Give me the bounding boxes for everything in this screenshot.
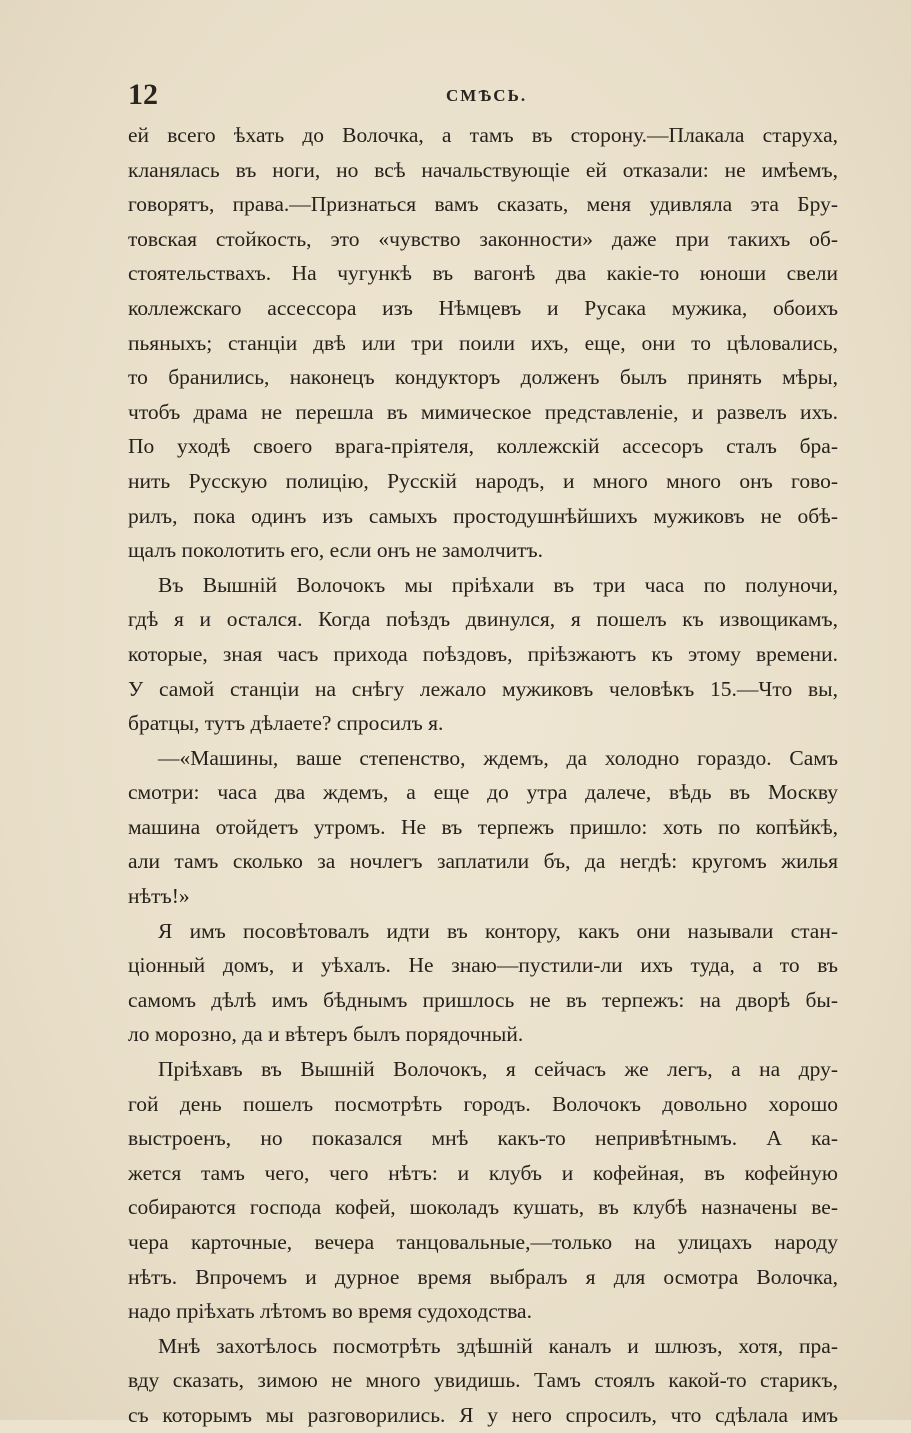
text-line: которые, зная часъ прихода поѣздовъ, пріѣзжаютъ къ этому времени.	[128, 641, 838, 666]
text-line: али тамъ сколько за ночлегъ заплатили бъ, да негдѣ: кругомъ жилья	[128, 849, 838, 874]
text-line: собираются господа кофей, шоколадъ кушать, въ клубѣ назначены ве-	[128, 1195, 838, 1220]
text-line: чтобъ драма не перешла въ мимическое представленіе, и развелъ ихъ.	[128, 399, 838, 424]
text-line: ціонный домъ, и уѣхалъ. Не знаю—пустили-ли ихъ туда, а то въ	[128, 953, 838, 978]
text-line: товская стойкость, это «чувство законности» даже при такихъ об-	[128, 226, 838, 251]
text-line: нѣтъ. Впрочемъ и дурное время выбралъ я для осмотра Волочка,	[128, 1264, 838, 1289]
text-line: выстроенъ, но показался мнѣ какъ-то непривѣтнымъ. А ка-	[128, 1126, 838, 1151]
text-line: ло морозно, да и вѣтеръ былъ порядочный.	[128, 1022, 524, 1047]
text-line: то бранились, наконецъ кондукторъ долженъ былъ принять мѣры,	[128, 365, 838, 390]
page-header	[128, 78, 828, 114]
text-line: чера карточные, вечера танцовальные,—только на улицахъ народу	[128, 1230, 838, 1254]
body-text	[128, 118, 838, 1433]
text-line: Пріѣхавъ въ Вышній Волочокъ, я сейчасъ же легъ, а на дру-	[158, 1057, 838, 1082]
text-line: жется тамъ чего, чего нѣтъ: и клубъ и кофейная, въ кофейную	[128, 1160, 838, 1185]
text-line: коллежскаго ассессора изъ Нѣмцевъ и Русака мужика, обоихъ	[128, 295, 838, 320]
text-line: гой день пошелъ посмотрѣть городъ. Волочокъ довольно хорошо	[128, 1091, 838, 1116]
text-line: нѣтъ!»	[128, 884, 190, 909]
text-line: По уходѣ своего врага-пріятеля, коллежскій ассесоръ сталъ бра-	[128, 434, 838, 459]
text-line: рилъ, пока одинъ изъ самыхъ простодушнѣйшихъ мужиковъ не обѣ-	[128, 503, 838, 528]
text-line: самомъ дѣлѣ имъ бѣднымъ пришлось не въ терпежъ: на дворѣ бы-	[128, 987, 838, 1012]
text-line: гдѣ я и остался. Когда поѣздъ двинулся, я пошелъ къ извощикамъ,	[128, 607, 838, 632]
text-line: вду сказать, зимою не много увидишь. Тамъ стоялъ какой-то старикъ,	[128, 1368, 838, 1393]
text-line: кланялась въ ноги, но всѣ начальствующіе ей отказали: не имѣемъ,	[128, 157, 838, 182]
text-line: смотри: часа два ждемъ, а еще до утра далече, вѣдь въ Москву	[128, 780, 838, 805]
text-line: съ которымъ мы разговорились. Я у него спросилъ, что сдѣлала имъ	[128, 1402, 838, 1427]
text-line: стоятельствахъ. На чугункѣ въ вагонѣ два какіе-то юноши свели	[128, 261, 838, 286]
page-number: 12	[128, 78, 158, 111]
running-head: СМѢСЬ.	[446, 86, 528, 105]
text-line: У самой станціи на снѣгу лежало мужиковъ человѣкъ 15.—Что вы,	[128, 676, 838, 701]
text-line: машина отойдетъ утромъ. Не въ терпежъ пришло: хоть по копѣйкѣ,	[128, 814, 838, 839]
text-line: Я имъ посовѣтовалъ идти въ контору, какъ они называли стан-	[158, 918, 838, 943]
text-line: Въ Вышній Волочокъ мы пріѣхали въ три часа по полуночи,	[158, 572, 838, 597]
text-line: нить Русскую полицію, Русскій народъ, и много много онъ гово-	[128, 468, 838, 493]
text-line: —«Машины, ваше степенство, ждемъ, да холодно гораздо. Самъ	[158, 745, 838, 770]
text-line: Мнѣ захотѣлось посмотрѣть здѣшній каналъ и шлюзъ, хотя, пра-	[158, 1333, 838, 1358]
text-line: говорятъ, права.—Признаться вамъ сказать, меня удивляла эта Бру-	[128, 192, 838, 217]
text-line: ей всего ѣхать до Волочка, а тамъ въ сторону.—Плакала старуха,	[128, 123, 838, 147]
text-line: щалъ поколотить его, если онъ не замолчитъ.	[128, 538, 544, 563]
text-line: братцы, тутъ дѣлаете? спросилъ я.	[128, 711, 444, 736]
text-line: надо пріѣхать лѣтомъ во время судоходства.	[128, 1299, 532, 1324]
text-line: пьяныхъ; станціи двѣ или три поили ихъ, еще, они то цѣловались,	[128, 330, 838, 355]
